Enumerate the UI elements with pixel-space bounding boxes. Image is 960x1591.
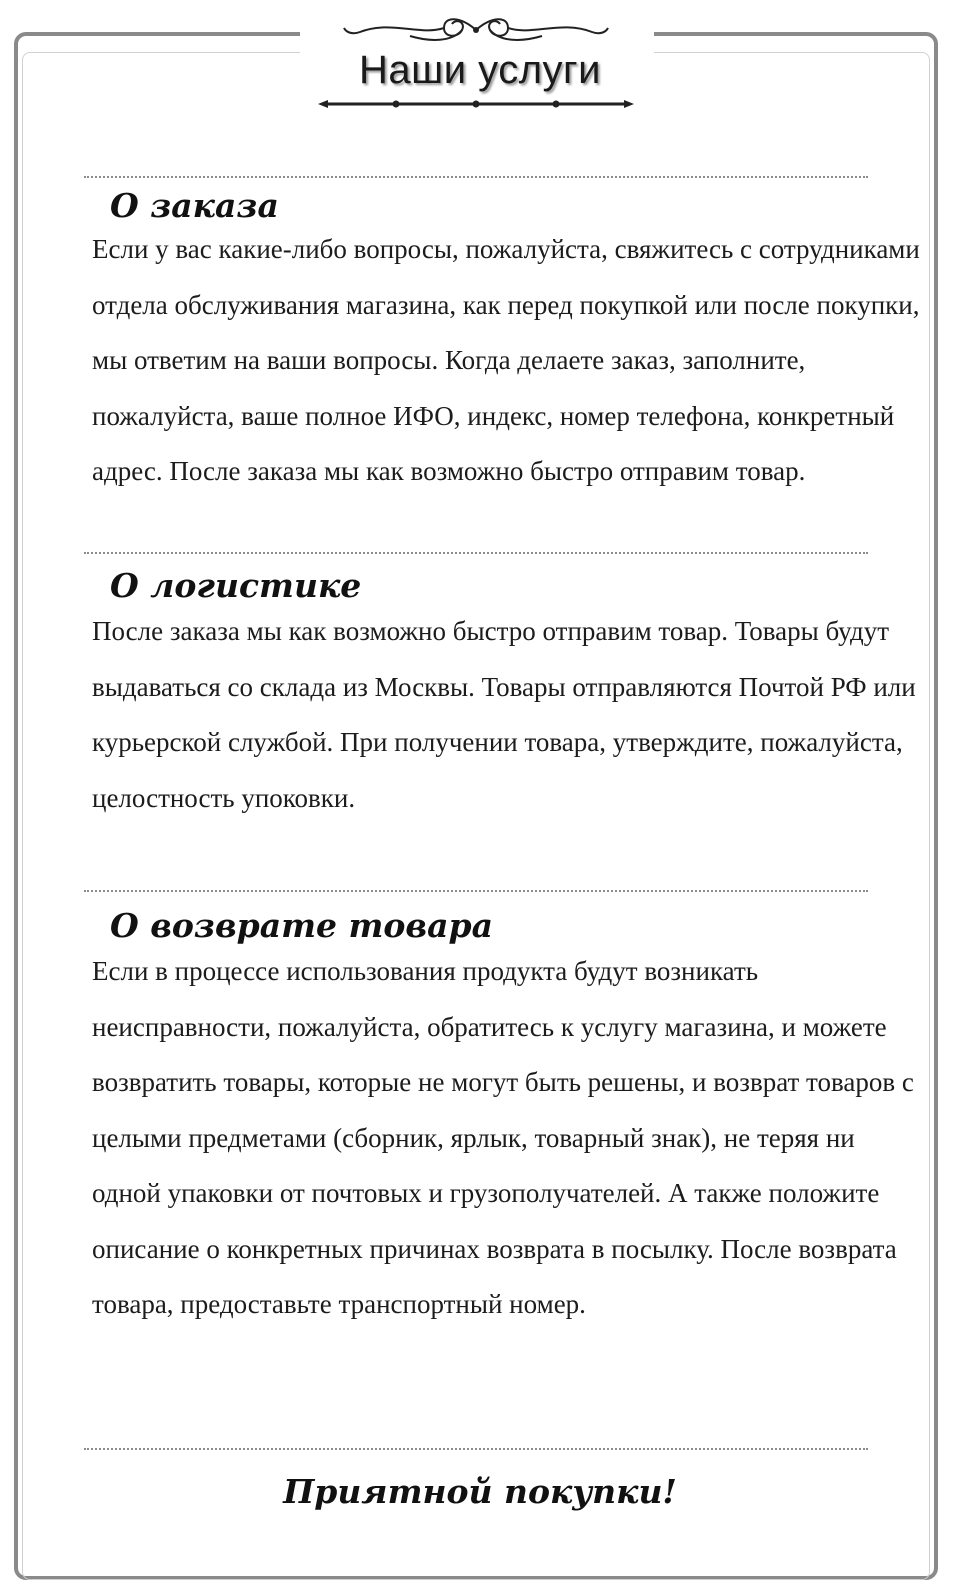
flourish-ornament-icon xyxy=(340,10,612,50)
section-divider xyxy=(84,1448,868,1450)
section-body-returns: Если в процессе использования продукта будут возникать неисправности, пожалуйста, обратитесь к услугу магазина, и можете возвратить товары, которые не могут быть решены, и возврат товаров с целыми предметами (сборник, ярлык, товарный знак), не теряя ни одной упаковки от почтовых и грузополучателей. А также положите описание о конкретных причинах возврата в посылку. После возврата товара, предоставьте транспортный номер. xyxy=(92,956,914,1319)
section-body-order: Если у вас какие-либо вопросы, пожалуйста, свяжитесь с сотрудниками отдела обслуживания магазина, как перед покупкой или после покупки, мы ответим на ваши вопросы. Когда делаете заказ, заполните, пожалуйста, ваше полное ИФО, индекс, номер телефона, конкретный адрес. После заказа мы как возможно быстро отправим товар. xyxy=(92,234,920,486)
section-divider xyxy=(84,552,868,554)
section-heading-logistics: О логистике xyxy=(110,566,362,605)
section-body-logistics: После заказа мы как возможно быстро отправим товар. Товары будут выдаваться со склада из Москвы. Товары отправляются Почтой РФ или курьерской службой. При получении товара, утверждите, пожалуйста, целостность упоковки. xyxy=(92,616,916,813)
closing-message: Приятной покупки! xyxy=(283,1472,677,1511)
section-divider xyxy=(84,890,868,892)
section-divider xyxy=(84,176,868,178)
page-title: Наши услуги xyxy=(358,48,601,92)
section-heading-order: О заказа xyxy=(110,186,279,225)
section-heading-returns: О возврате товара xyxy=(110,906,493,945)
title-underline-ornament-icon xyxy=(318,98,634,110)
